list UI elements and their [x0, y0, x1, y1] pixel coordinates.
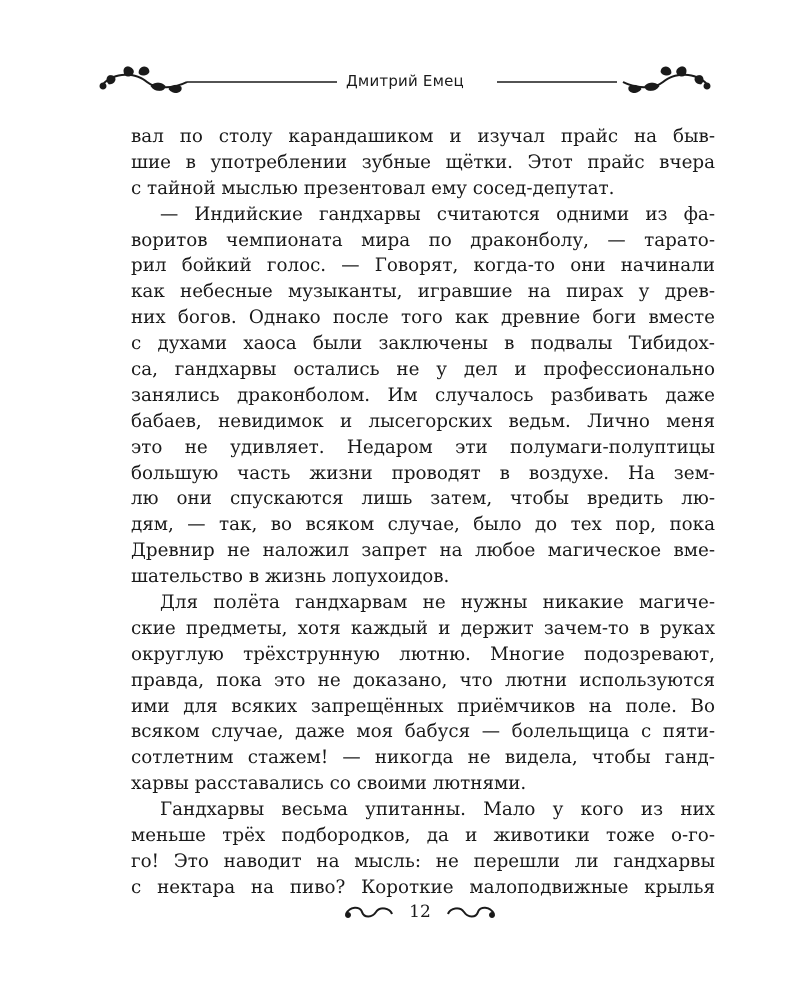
- author-name: Дмитрий Емец: [346, 72, 464, 90]
- running-header: [95, 62, 715, 102]
- text-line: вал по столу карандашиком и изучал прайс на быв-: [131, 126, 715, 147]
- text-line: Гандхарвы весьма упитанны. Мало у кого из них: [160, 799, 715, 821]
- text-line: го! Это наводит на мысль: не перешли ли гандхарвы: [131, 850, 715, 872]
- text-line: рил бойкий голос. — Говорят, когда-то они начинали: [131, 255, 715, 277]
- text-line: с тайной мыслью презентовал ему сосед-депутат.: [131, 177, 615, 199]
- text-line: ими для всяких запрещённых приёмчиков на поле. Во: [131, 695, 715, 717]
- text-line: Для полёта гандхарвам не нужны никакие магиче-: [160, 592, 715, 614]
- text-line: сотлетним стажем! — никогда не видела, чтобы ганд-: [131, 747, 715, 769]
- text-line: харвы расставались со своими лютнями.: [131, 773, 527, 795]
- text-line: большую часть жизни проводят в воздухе. На зем-: [131, 462, 715, 484]
- page-body-text: [131, 124, 715, 901]
- text-line: бабаев, невидимок и лысегорских ведьм. Лично меня: [131, 410, 715, 432]
- page-footer: [340, 898, 500, 928]
- text-line: воритов чемпионата мира по драконболу, — тарато-: [131, 229, 715, 251]
- text-line: с нектара на пиво? Короткие малоподвижные крылья: [131, 876, 715, 898]
- text-line: шательство в жизнь лопухоидов.: [131, 566, 450, 588]
- text-line: как небесные музыканты, игравшие на пирах у древ-: [131, 281, 715, 303]
- text-line: ские предметы, хотя каждый и держит зачем-то в руках: [131, 617, 715, 639]
- text-line: это не удивляет. Недаром эти полумаги-полуптицы: [131, 436, 715, 458]
- text-line: дям, — так, во всяком случае, было до тех пор, пока: [131, 514, 715, 536]
- text-line: всяком случае, даже моя бабуся — болельщица с пяти-: [131, 721, 715, 743]
- text-line: меньше трёх подбородков, да и животики тоже о-го-: [131, 825, 715, 847]
- text-line: округлую трёхструнную лютню. Многие подозревают,: [131, 643, 715, 665]
- text-line: шие в употреблении зубные щётки. Этот прайс вчера: [131, 151, 715, 173]
- page-number: 12: [409, 902, 431, 922]
- text-line: — Индийские гандхарвы считаются одними из фа-: [160, 203, 715, 225]
- text-line: с духами хаоса были заключены в подвалы Тибидох-: [131, 333, 715, 355]
- text-line: правда, пока это не доказано, что лютни используются: [131, 669, 715, 691]
- text-line: са, гандхарвы остались не у дел и профессионально: [131, 359, 715, 381]
- text-line: Древнир не наложил запрет на любое магическое вме-: [131, 540, 715, 562]
- text-line: них богов. Однако после того как древние боги вместе: [131, 307, 715, 329]
- text-line: лю они спускаются лишь затем, чтобы вредить лю-: [131, 488, 715, 510]
- text-line: занялись драконболом. Им случалось разбивать даже: [131, 384, 715, 406]
